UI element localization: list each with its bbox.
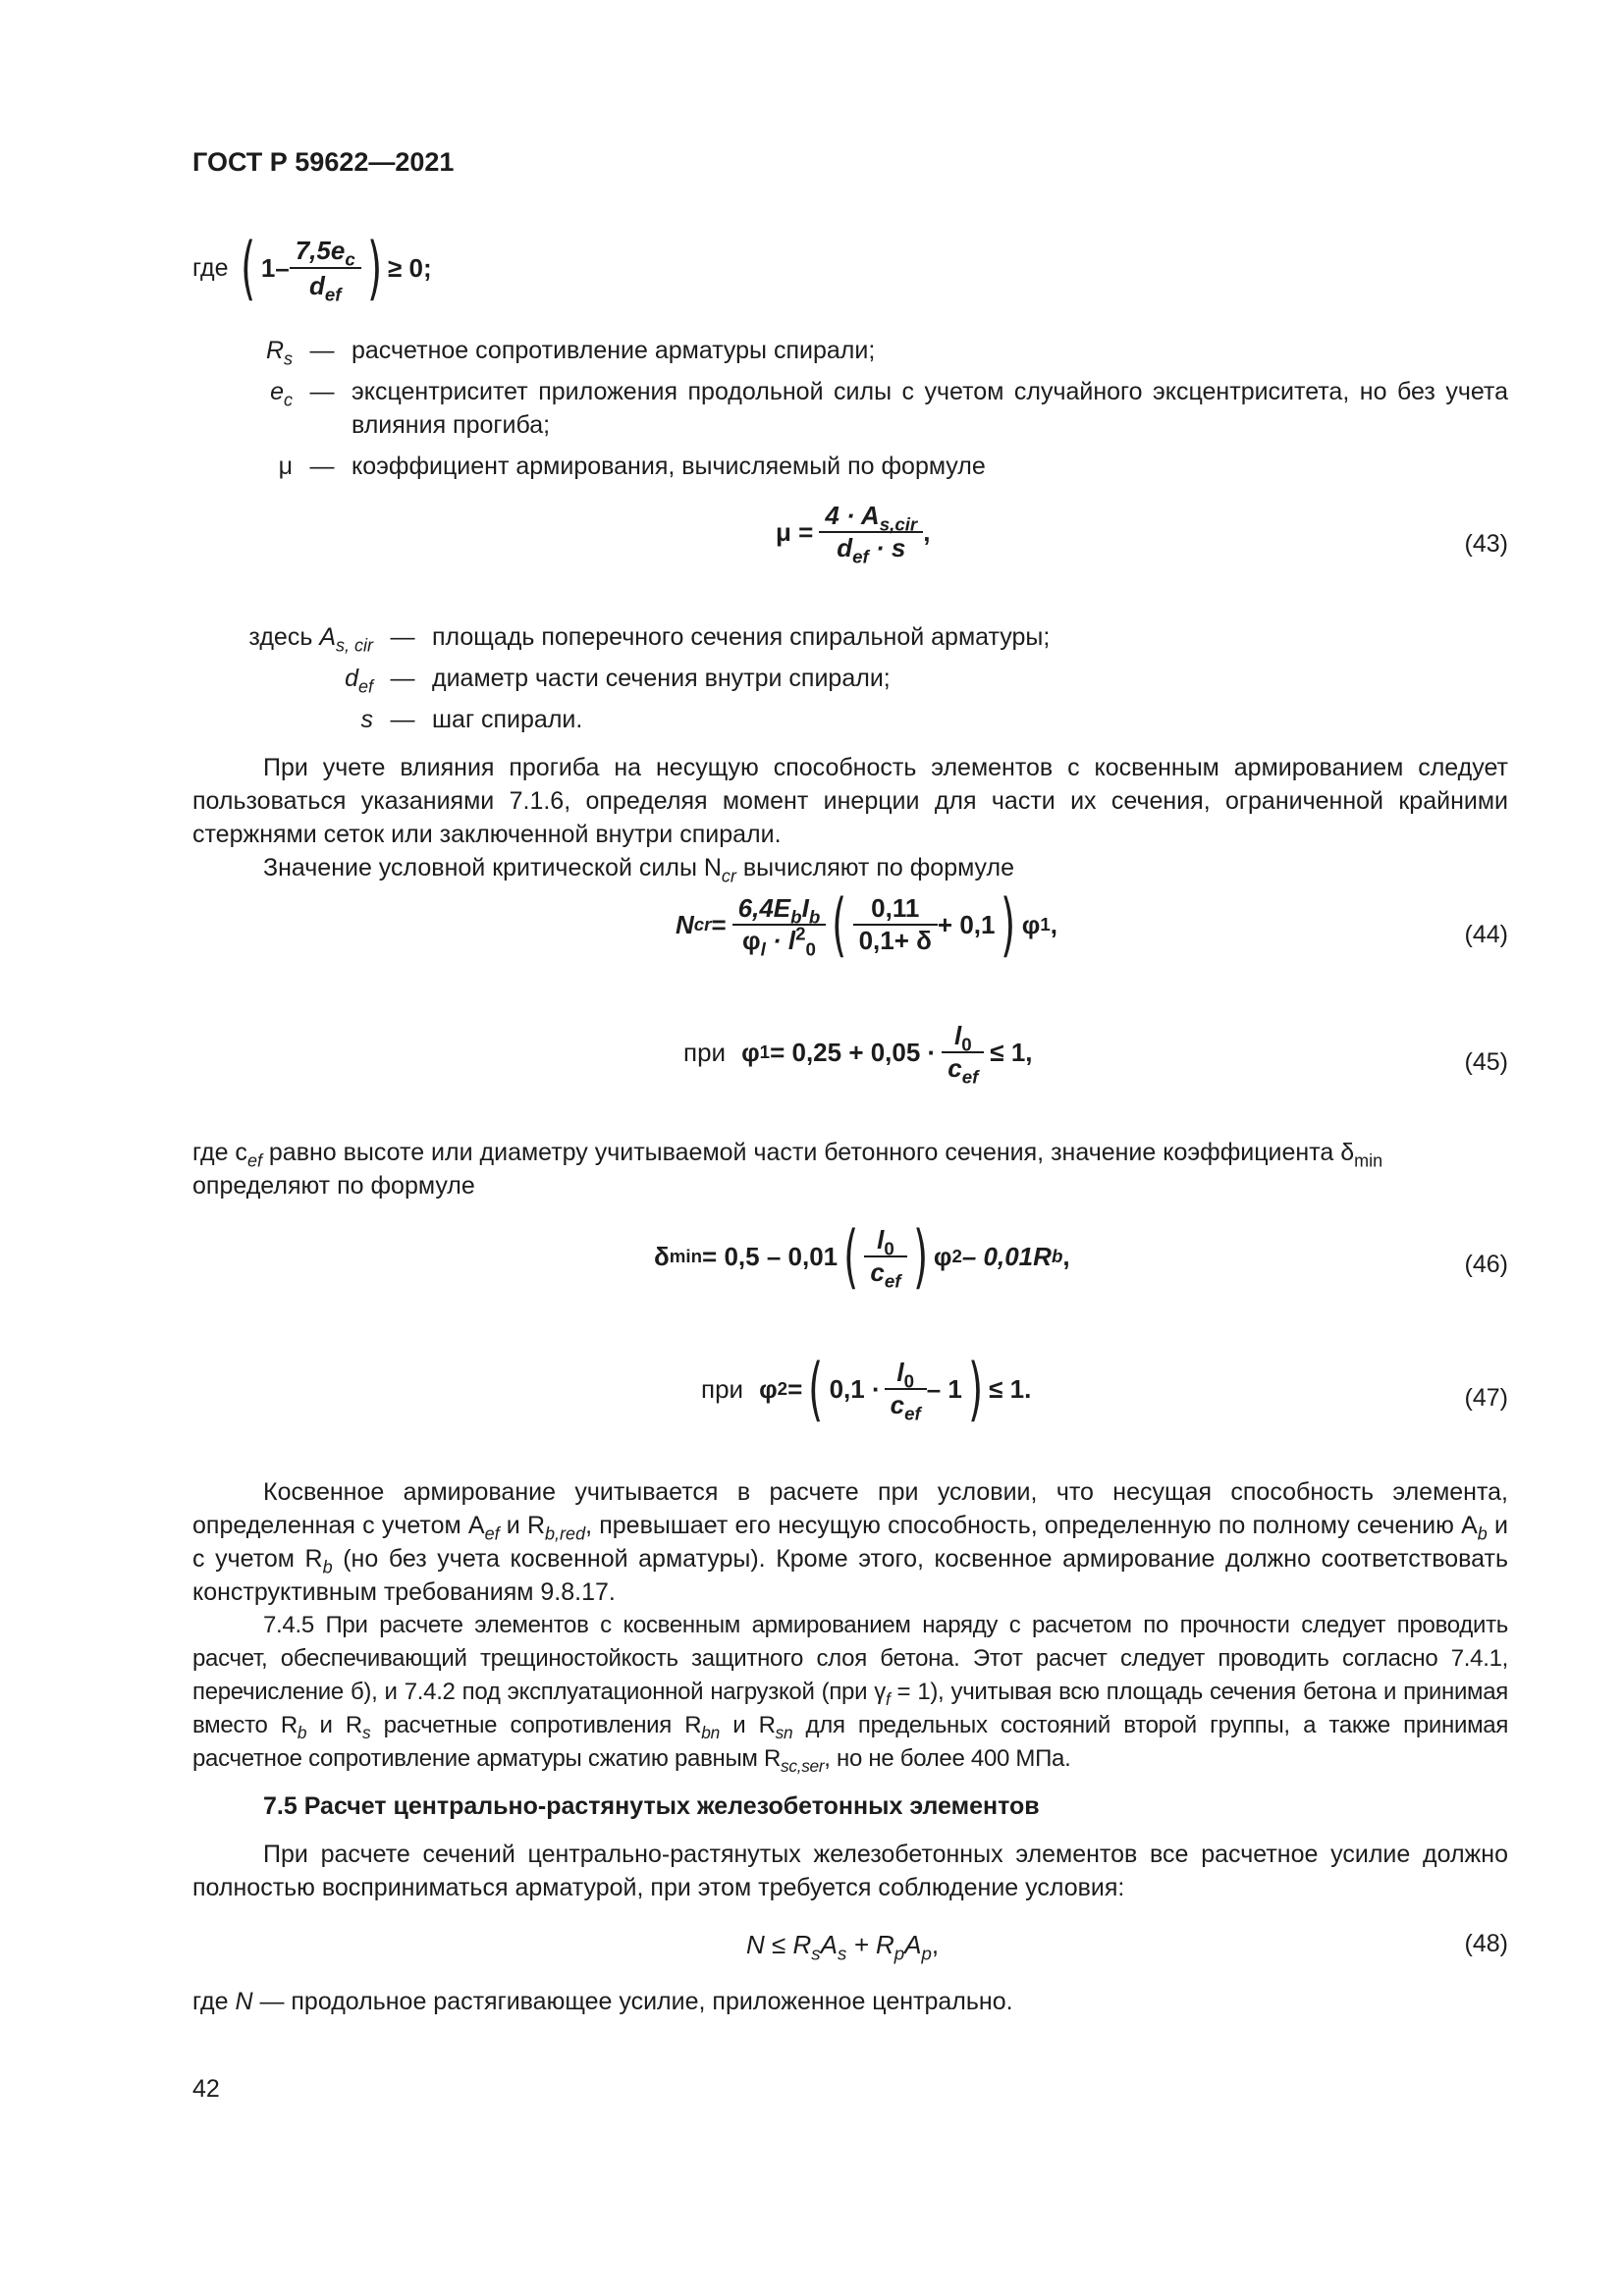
paragraph-where-n: где N — продольное растягивающее усилие, приложенное центрально. xyxy=(192,1988,1013,2015)
paragraph-cef: где $c_{ef}$ равно высоте или диаметру учитываемой части бетонного сечения, значение коэффициента $\delta_{min}$ определяют по формуле xyxy=(192,1139,1383,1200)
definition-list-2 xyxy=(206,620,1508,744)
definition-item: μ — коэффициент армирования, вычисляемый по формуле xyxy=(278,453,986,480)
equation-number-45: (45) xyxy=(1464,1048,1508,1076)
page-number: 42 xyxy=(192,2075,220,2103)
intro-condition: где ( 1– $\frac{7,5e_c}{d_{ef}}$ ) ≥ 0; xyxy=(192,228,432,308)
equation-43: μ = $\frac{4 \cdot A_{s,cir}}{d_{ef} \cdot s}$ , xyxy=(776,501,931,567)
section-title-7-5: 7.5 Расчет центрально-растянутых железобетонных элементов xyxy=(263,1792,1040,1820)
paragraph-tension: При расчете сечений центрально-растянутых железобетонных элементов все расчетное усилие должно полностью восприниматься арматурой, при этом требуется соблюдение условия: xyxy=(192,1841,1508,1901)
equation-46: δ min = 0,5 – 0,01 ( $\frac{l_0}{c_{ef}}$ ) φ 2 – 0,01R b , xyxy=(654,1216,1070,1297)
paragraph-indirect-reinforcement: Косвенное армирование учитывается в расчете при условии, что несущая способность элемента, определенная с учетом $A_{ef}$ и $R_{b,red}$, превышает его несущую способность, определенную по полному сечению $A_b$ и с учетом $R_b$ (но без учета косвенной арматуры). Кроме этого, косвенное армирование должно соответствовать конструктивным требованиям 9.8.17. 7.4.5 При расчете элементов с косвенным армированием наряду с расчетом по прочности следует проводить расчет, обеспечивающий трещиностойкость защитного слоя бетона. Этот расчет следует проводить согласно 7.4.1, перечисление б), и 7.4.2 под эксплуатационной нагрузкой (при $\gamma_f = 1$), учитывая всю площадь сечения бетона и принимая вместо $R_b$ и $R_s$ расчетные сопротивления $R_{bn}$ и $R_{sn}$ для предельных состояний второй группы, а также принимая расчетное сопротивление арматуры сжатию равным $R_{sc,ser}$, но не более 400 МПа. xyxy=(192,1478,1509,1777)
equation-number-43: (43) xyxy=(1464,530,1508,558)
equation-44: N cr = $\frac{6,4E_bI_b}{\varphi_l \cdot l^2_0}$ ( $\frac{0,11}{0,1+ \delta}$ + 0,1 ) φ 1 , xyxy=(676,884,1058,965)
definition-item: $R_s$ — расчетное сопротивление арматуры спирали; xyxy=(265,337,876,369)
equation-45: при φ 1 = 0,25 + 0,05 · $\frac{l_0}{c_{ef}}$ ≤ 1, xyxy=(683,1021,1033,1088)
document-header: ГОСТ Р 59622—2021 xyxy=(192,147,455,177)
definition-item: $d_{ef}$ — диаметр части сечения внутри спирали; xyxy=(345,665,891,697)
intro-cond: ≥ 0; xyxy=(388,253,432,283)
definition-item: здесь $A_{s, cir}$ — площадь поперечного сечения спиральной арматуры; xyxy=(248,623,1051,656)
intro-fraction: $\frac{7,5e_c}{d_{ef}}$ xyxy=(290,234,361,302)
paragraph-buckling: При учете влияния прогиба на несущую способность элементов с косвенным армированием следует пользоваться указаниями 7.1.6, определяя момент инерции для части их сечения, ограниченной крайними стержнями сеток или заключенной внутри спирали. Значение условной критической силы $N_{cr}$ вычисляют по формуле xyxy=(192,754,1508,886)
intro-one: 1– xyxy=(260,253,290,283)
definition-item: s — шаг спирали. xyxy=(360,706,583,733)
definition-list-1 xyxy=(192,334,1508,491)
equation-number-46: (46) xyxy=(1464,1251,1508,1278)
equation-number-48: (48) xyxy=(1464,1930,1508,1957)
equation-number-44: (44) xyxy=(1464,921,1508,948)
intro-where: где xyxy=(192,254,229,282)
equation-number-47: (47) xyxy=(1464,1384,1508,1412)
equation-47: при φ 2 = ( 0,1 · $\frac{l_0}{c_{ef}}$ – 1 ) ≤ 1. xyxy=(701,1349,1032,1429)
equation-48: $N \le R_sA_s + R_pA_p$, xyxy=(746,1930,940,1964)
definition-item: $e_c$ — эксцентриситет приложения продольной силы с учетом случайного эксцентриситета, но без учета влияния прогиба; xyxy=(270,378,1508,439)
